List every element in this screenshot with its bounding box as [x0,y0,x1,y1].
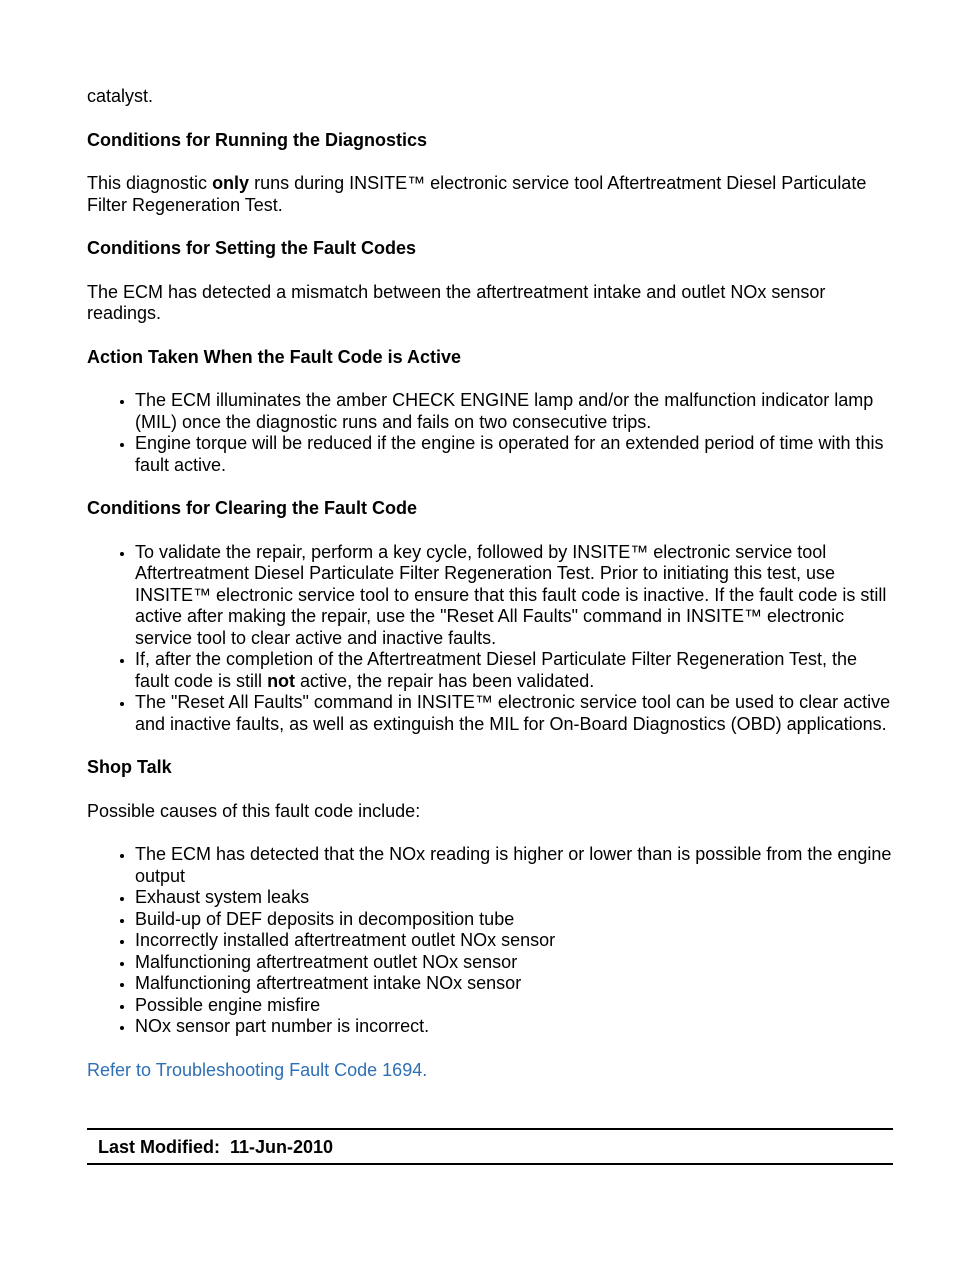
list-item: • Exhaust system leaks [135,887,893,909]
clearing-item2-after: active, the repair has been validated. [295,670,595,691]
list-item: • Malfunctioning aftertreatment intake NOx sensor [135,973,893,995]
clearing-item2-bold: not [267,670,296,691]
list-item: • The ECM illuminates the amber CHECK ENGINE lamp and/or the malfunction indicator lamp (MIL) once the diagnostic runs and fails on two consecutive trips. [135,390,893,433]
document-body [87,86,893,1103]
list-item: • Possible engine misfire [135,995,893,1017]
list-item: • The "Reset All Faults" command in INSITE™ electronic service tool can be used to clear active and inactive faults, as well as extinguish the MIL for On-Board Diagnostics (OBD) applications. [135,692,893,735]
running-text-before: This diagnostic [87,173,213,193]
list-item: • Malfunctioning aftertreatment outlet NOx sensor [135,952,893,974]
footer-bar [87,1128,893,1165]
running-text-bold: only [212,173,250,193]
section-heading-shop-talk: Shop Talk [87,757,172,777]
last-modified-label: Last Modified: 11-Jun-2010 [98,1137,334,1157]
list-item: • Engine torque will be reduced if the engine is operated for an extended period of time with this fault active. [135,433,893,476]
list-item: • To validate the repair, perform a key cycle, followed by INSITE™ electronic service tool Aftertreatment Diesel Particulate Filter Regeneration Test. Prior to initiating this test, use INSITE™ electronic service tool to ensure that this fault code is inactive. If the fault code is still active after making the repair, use the "Reset All Faults" command in INSITE™ electronic service tool to clear active and inactive faults. [135,542,893,650]
shop-talk-intro: Possible causes of this fault code include: [87,800,421,821]
running-paragraph [87,173,893,216]
list-item: • The ECM has detected that the NOx reading is higher or lower than is possible from the engine output [135,844,893,887]
running-text-after: runs during INSITE™ electronic service tool Aftertreatment Diesel Particulate Filter Regeneration Test. [87,173,867,215]
section-heading-clearing: Conditions for Clearing the Fault Code [87,498,417,518]
section-heading-setting: Conditions for Setting the Fault Codes [87,238,416,258]
setting-paragraph: The ECM has detected a mismatch between the aftertreatment intake and outlet NOx sensor readings. [87,281,826,323]
clearing-item2-before: If, after the completion of the Aftertreatment Diesel Particulate Filter Regeneration Test, the fault code is still [135,649,858,691]
list-item: • Build-up of DEF deposits in decomposition tube [135,909,893,931]
troubleshooting-link[interactable]: Refer to Troubleshooting Fault Code 1694. [87,1059,428,1080]
list-item [135,649,893,692]
list-item: • NOx sensor part number is incorrect. [135,1016,893,1038]
section-heading-action: Action Taken When the Fault Code is Active [87,346,462,367]
clearing-list [87,542,893,736]
intro-continuation: catalyst. [87,86,154,106]
list-item: • Incorrectly installed aftertreatment outlet NOx sensor [135,930,893,952]
shop-talk-list [87,844,893,1038]
action-list [87,390,893,476]
section-heading-running: Conditions for Running the Diagnostics [87,129,427,150]
reference-paragraph [87,1060,893,1082]
